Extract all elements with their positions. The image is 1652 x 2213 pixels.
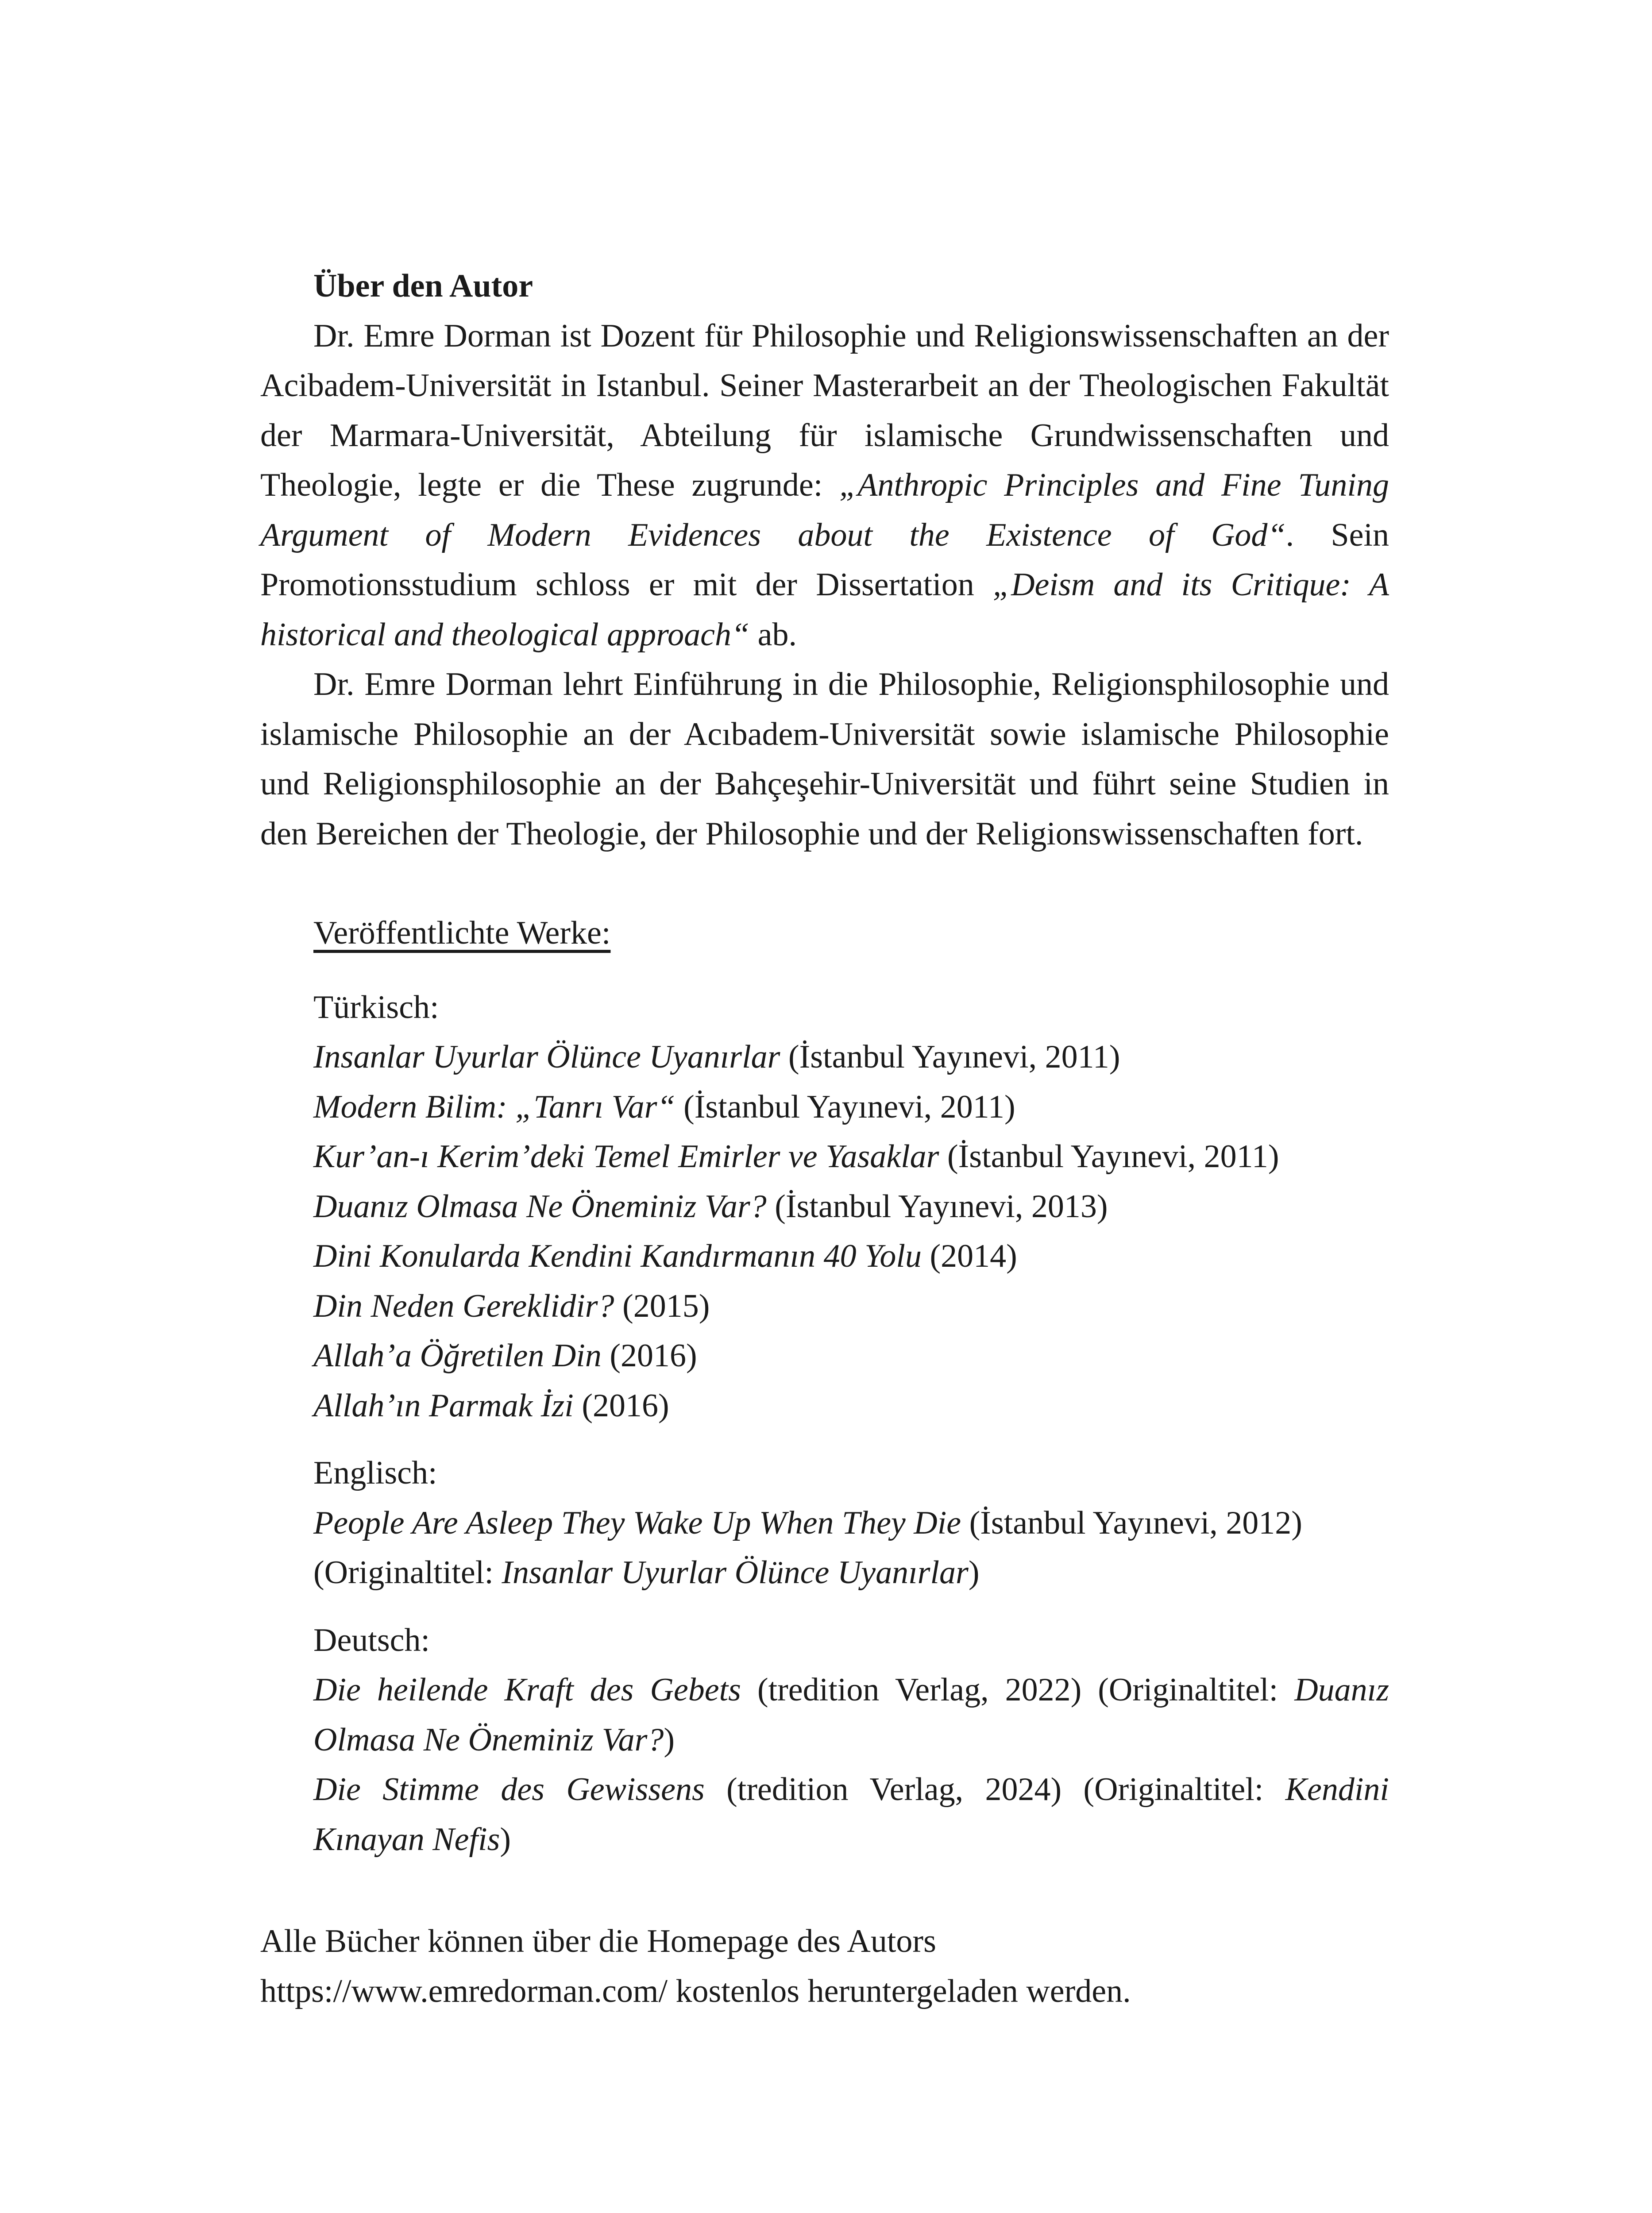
work-info: (tredition Verlag, 2022) (Originaltitel:: [741, 1672, 1295, 1708]
bio-text: ab.: [749, 616, 797, 653]
author-bio-paragraph-2: Dr. Emre Dorman lehrt Einführung in die Philosophie, Religionsphilosophie und islamische Philosophie an der Acıbadem-Universität sowie islamische Philosophie und Religionsphilosophie an der Bahçeşehir-Universität und führt seine Studien in den Bereichen der Theologie, der Philosophie und der Religionswissenschaften fort.: [260, 666, 1389, 852]
work-item: [313, 1231, 1389, 1281]
work-title: Duanız Olmasa Ne Öneminiz Var?: [313, 1188, 767, 1225]
author-bio-paragraph-1: [260, 311, 1389, 660]
work-item: [313, 1032, 1389, 1082]
work-item: [313, 1082, 1389, 1132]
english-label: Englisch:: [313, 1455, 437, 1491]
works-german: [313, 1615, 1389, 1865]
works-turkish: [313, 983, 1389, 1431]
work-info: (2014): [922, 1238, 1017, 1274]
work-title: Din Neden Gereklidir?: [313, 1288, 614, 1324]
work-original-title: [313, 1548, 1389, 1598]
work-item: [313, 1765, 1389, 1864]
work-info: (İstanbul Yayınevi, 2012): [961, 1504, 1302, 1541]
work-info: (2016): [573, 1387, 669, 1424]
work-info: (2015): [614, 1288, 710, 1324]
work-item: [313, 1665, 1389, 1765]
work-info: (2016): [601, 1338, 697, 1374]
original-suffix: ): [968, 1554, 980, 1591]
german-label: Deutsch:: [313, 1622, 430, 1658]
work-title: Modern Bilim: „Tanrı Var“: [313, 1088, 675, 1125]
work-info: (İstanbul Yayınevi, 2011): [939, 1138, 1279, 1175]
works-title: Veröffentlichte Werke:: [313, 915, 611, 951]
author-heading: Über den Autor: [313, 268, 533, 304]
turkish-label: Türkisch:: [313, 989, 439, 1026]
work-info: (İstanbul Yayınevi, 2013): [766, 1188, 1108, 1225]
work-item: [313, 1281, 1389, 1331]
work-item: [313, 1132, 1389, 1182]
work-info: (tredition Verlag, 2024) (Originaltitel:: [704, 1771, 1285, 1808]
download-note-line-2: https://www.emredorman.com/ kostenlos heruntergeladen werden.: [260, 1973, 1131, 2009]
work-info: (İstanbul Yayınevi, 2011): [780, 1039, 1120, 1075]
work-item: [313, 1331, 1389, 1381]
work-title: Insanlar Uyurlar Ölünce Uyanırlar: [313, 1039, 780, 1075]
work-title: Allah’ın Parmak İzi: [313, 1387, 574, 1424]
dissertation-title: „Deism and its Critique: A historical and theological approach“: [260, 567, 1390, 653]
bio-text: Dr. Emre Dorman ist Dozent für Philosophie und Religionswissenschaften an der Acibadem-Universität in Istanbul. Seiner Masterarbeit an der Theologischen Fakultät der Marmara-Universität, Abteilung für islamische Grundwissenschaften und Theologie, legte er die These zugrunde:: [260, 317, 1389, 503]
original-suffix: ): [500, 1821, 511, 1858]
work-title: Kur’an-ı Kerim’deki Temel Emirler ve Yasaklar: [313, 1138, 939, 1175]
works-english: [313, 1448, 1389, 1598]
work-item: [313, 1182, 1389, 1232]
work-title: Die Stimme des Gewissens: [313, 1771, 705, 1808]
original-title: Kendini Kınayan Nefis: [313, 1771, 1389, 1858]
original-title: Insanlar Uyurlar Ölünce Uyanırlar: [502, 1554, 969, 1591]
master-thesis-title: „Anthropic Principles and Fine Tuning Argument of Modern Evidences about the Existence of God“: [260, 467, 1389, 553]
bio-text: . Sein Promotionsstudium schloss er mit der Dissertation: [260, 517, 1390, 603]
original-prefix: (Originaltitel:: [313, 1554, 502, 1591]
download-note-line-1: Alle Bücher können über die Homepage des Autors: [260, 1923, 936, 1959]
original-title: Duanız Olmasa Ne Öneminiz Var?: [313, 1672, 1389, 1758]
work-title: Dini Konularda Kendini Kandırmanın 40 Yolu: [313, 1238, 922, 1274]
work-title: People Are Asleep They Wake Up When They Die: [313, 1504, 961, 1541]
work-title: Allah’a Öğretilen Din: [313, 1338, 602, 1374]
original-suffix: ): [664, 1721, 675, 1758]
page-content: [260, 261, 1389, 2016]
work-item: [313, 1498, 1389, 1548]
work-info: (İstanbul Yayınevi, 2011): [675, 1088, 1015, 1125]
download-note: [260, 1916, 1389, 2016]
published-works: [260, 908, 1389, 1864]
work-title: Die heilende Kraft des Gebets: [313, 1672, 741, 1708]
work-item: [313, 1381, 1389, 1431]
